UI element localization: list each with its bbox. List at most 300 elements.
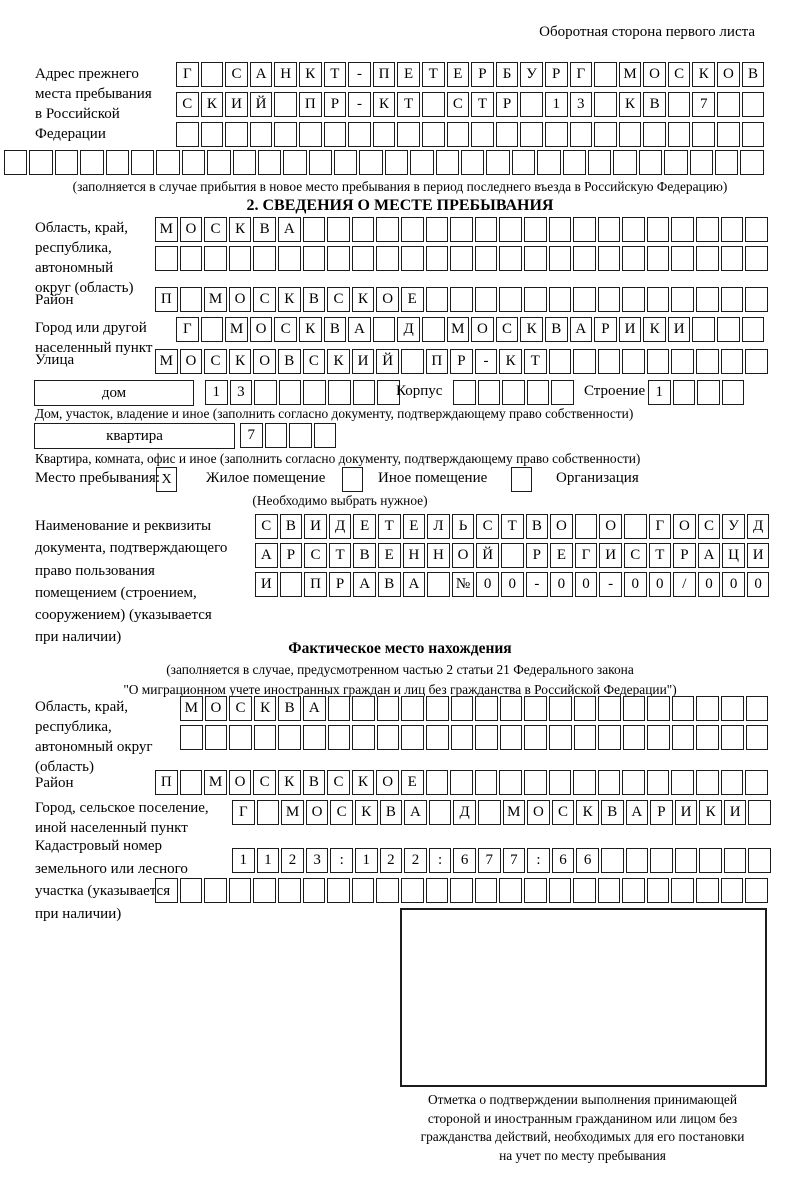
char-cell[interactable]: [155, 246, 178, 271]
char-cell[interactable]: С: [253, 287, 276, 312]
char-cell[interactable]: С: [255, 514, 278, 539]
char-cell[interactable]: [180, 725, 203, 750]
char-cell[interactable]: [303, 217, 326, 242]
char-cell[interactable]: [675, 848, 698, 873]
char-cell[interactable]: И: [724, 800, 747, 825]
char-cell[interactable]: [475, 878, 498, 903]
char-cell[interactable]: [671, 878, 694, 903]
char-cell[interactable]: В: [253, 217, 276, 242]
char-cell[interactable]: [647, 770, 670, 795]
char-cell[interactable]: [303, 878, 326, 903]
char-cell[interactable]: [80, 150, 103, 175]
char-cell[interactable]: М: [281, 800, 304, 825]
char-cell[interactable]: [353, 380, 376, 405]
char-cell[interactable]: К: [352, 287, 375, 312]
char-cell[interactable]: [352, 878, 375, 903]
char-cell[interactable]: [574, 725, 597, 750]
char-cell[interactable]: [647, 725, 670, 750]
char-cell[interactable]: [352, 725, 375, 750]
char-cell[interactable]: О: [253, 349, 276, 374]
char-cell[interactable]: В: [601, 800, 624, 825]
char-cell[interactable]: [647, 246, 670, 271]
char-cell[interactable]: Е: [353, 514, 376, 539]
char-cell[interactable]: [377, 725, 400, 750]
char-cell[interactable]: [201, 122, 224, 147]
char-cell[interactable]: [690, 150, 713, 175]
char-cell[interactable]: Н: [403, 543, 426, 568]
char-cell[interactable]: [499, 287, 522, 312]
char-cell[interactable]: [549, 287, 572, 312]
char-cell[interactable]: [450, 770, 473, 795]
char-cell[interactable]: Л: [427, 514, 450, 539]
char-cell[interactable]: [740, 150, 763, 175]
char-cell[interactable]: Т: [324, 62, 347, 87]
char-cell[interactable]: 1: [355, 848, 378, 873]
char-cell[interactable]: 3: [570, 92, 593, 117]
char-cell[interactable]: [426, 287, 449, 312]
char-cell[interactable]: Т: [378, 514, 401, 539]
char-cell[interactable]: [717, 122, 740, 147]
char-cell[interactable]: [573, 770, 596, 795]
char-cell[interactable]: [348, 122, 371, 147]
char-cell[interactable]: К: [373, 92, 396, 117]
char-cell[interactable]: П: [304, 572, 327, 597]
char-cell[interactable]: [624, 514, 647, 539]
stay-residential-checkbox[interactable]: X: [156, 467, 177, 492]
char-cell[interactable]: Й: [250, 92, 273, 117]
char-cell[interactable]: [696, 878, 719, 903]
char-cell[interactable]: И: [255, 572, 278, 597]
char-cell[interactable]: [724, 848, 747, 873]
char-cell[interactable]: [549, 349, 572, 374]
char-cell[interactable]: [573, 878, 596, 903]
char-cell[interactable]: 2: [380, 848, 403, 873]
char-cell[interactable]: Р: [545, 62, 568, 87]
char-cell[interactable]: [475, 246, 498, 271]
char-cell[interactable]: [303, 246, 326, 271]
char-cell[interactable]: [453, 380, 476, 405]
char-cell[interactable]: [278, 878, 301, 903]
char-cell[interactable]: В: [303, 287, 326, 312]
char-cell[interactable]: С: [476, 514, 499, 539]
char-cell[interactable]: [588, 150, 611, 175]
char-cell[interactable]: О: [229, 770, 252, 795]
char-cell[interactable]: Т: [649, 543, 672, 568]
char-cell[interactable]: [549, 696, 572, 721]
char-cell[interactable]: М: [155, 349, 178, 374]
char-cell[interactable]: [131, 150, 154, 175]
char-cell[interactable]: М: [204, 287, 227, 312]
char-cell[interactable]: С: [624, 543, 647, 568]
char-cell[interactable]: 0: [501, 572, 524, 597]
char-cell[interactable]: [401, 217, 424, 242]
char-cell[interactable]: Г: [232, 800, 255, 825]
char-cell[interactable]: Т: [524, 349, 547, 374]
char-cell[interactable]: Р: [450, 349, 473, 374]
char-cell[interactable]: С: [304, 543, 327, 568]
char-cell[interactable]: Т: [501, 514, 524, 539]
char-cell[interactable]: В: [643, 92, 666, 117]
char-cell[interactable]: [721, 349, 744, 374]
char-cell[interactable]: [447, 122, 470, 147]
char-cell[interactable]: А: [250, 62, 273, 87]
char-cell[interactable]: [422, 92, 445, 117]
char-cell[interactable]: Е: [397, 62, 420, 87]
char-cell[interactable]: [180, 878, 203, 903]
char-cell[interactable]: [299, 122, 322, 147]
char-cell[interactable]: 0: [624, 572, 647, 597]
char-cell[interactable]: В: [324, 317, 347, 342]
char-cell[interactable]: О: [180, 217, 203, 242]
char-cell[interactable]: [180, 770, 203, 795]
char-cell[interactable]: [696, 217, 719, 242]
char-cell[interactable]: О: [180, 349, 203, 374]
char-cell[interactable]: [715, 150, 738, 175]
char-cell[interactable]: -: [526, 572, 549, 597]
char-cell[interactable]: О: [471, 317, 494, 342]
char-cell[interactable]: [422, 317, 445, 342]
char-cell[interactable]: [451, 696, 474, 721]
char-cell[interactable]: [401, 246, 424, 271]
char-cell[interactable]: [524, 246, 547, 271]
char-cell[interactable]: В: [545, 317, 568, 342]
char-cell[interactable]: [549, 878, 572, 903]
char-cell[interactable]: [426, 246, 449, 271]
char-cell[interactable]: -: [348, 62, 371, 87]
char-cell[interactable]: [265, 423, 288, 448]
char-cell[interactable]: [721, 770, 744, 795]
char-cell[interactable]: [233, 150, 256, 175]
char-cell[interactable]: И: [352, 349, 375, 374]
char-cell[interactable]: [401, 878, 424, 903]
char-cell[interactable]: [499, 246, 522, 271]
char-cell[interactable]: [229, 725, 252, 750]
char-cell[interactable]: [475, 725, 498, 750]
char-cell[interactable]: С: [552, 800, 575, 825]
char-cell[interactable]: К: [201, 92, 224, 117]
char-cell[interactable]: Т: [422, 62, 445, 87]
char-cell[interactable]: [475, 287, 498, 312]
char-cell[interactable]: [204, 878, 227, 903]
char-cell[interactable]: Р: [673, 543, 696, 568]
char-cell[interactable]: [500, 696, 523, 721]
char-cell[interactable]: [501, 543, 524, 568]
char-cell[interactable]: [696, 287, 719, 312]
char-cell[interactable]: О: [376, 770, 399, 795]
char-cell[interactable]: :: [527, 848, 550, 873]
char-cell[interactable]: [598, 878, 621, 903]
char-cell[interactable]: [376, 217, 399, 242]
char-cell[interactable]: [647, 287, 670, 312]
char-cell[interactable]: [450, 217, 473, 242]
char-cell[interactable]: М: [503, 800, 526, 825]
char-cell[interactable]: [426, 696, 449, 721]
char-cell[interactable]: 3: [306, 848, 329, 873]
char-cell[interactable]: [696, 696, 719, 721]
char-cell[interactable]: [745, 770, 768, 795]
char-cell[interactable]: [499, 217, 522, 242]
char-cell[interactable]: [721, 878, 744, 903]
char-cell[interactable]: [573, 287, 596, 312]
char-cell[interactable]: С: [274, 317, 297, 342]
char-cell[interactable]: -: [599, 572, 622, 597]
char-cell[interactable]: С: [668, 62, 691, 87]
char-cell[interactable]: [697, 380, 720, 405]
stay-other-premises-checkbox[interactable]: [342, 467, 363, 492]
char-cell[interactable]: [156, 150, 179, 175]
char-cell[interactable]: [176, 122, 199, 147]
char-cell[interactable]: [274, 92, 297, 117]
char-cell[interactable]: [475, 696, 498, 721]
char-cell[interactable]: [527, 380, 550, 405]
char-cell[interactable]: [254, 380, 277, 405]
char-cell[interactable]: [436, 150, 459, 175]
char-cell[interactable]: -: [475, 349, 498, 374]
char-cell[interactable]: К: [692, 62, 715, 87]
char-cell[interactable]: [303, 725, 326, 750]
char-cell[interactable]: [745, 246, 768, 271]
char-cell[interactable]: [639, 150, 662, 175]
char-cell[interactable]: [155, 878, 178, 903]
char-cell[interactable]: 6: [552, 848, 575, 873]
char-cell[interactable]: [450, 878, 473, 903]
char-cell[interactable]: 7: [478, 848, 501, 873]
char-cell[interactable]: [207, 150, 230, 175]
char-cell[interactable]: В: [378, 572, 401, 597]
char-cell[interactable]: 2: [281, 848, 304, 873]
char-cell[interactable]: [327, 878, 350, 903]
char-cell[interactable]: Н: [274, 62, 297, 87]
char-cell[interactable]: [671, 287, 694, 312]
char-cell[interactable]: А: [278, 217, 301, 242]
char-cell[interactable]: [664, 150, 687, 175]
char-cell[interactable]: [328, 696, 351, 721]
char-cell[interactable]: [397, 122, 420, 147]
char-cell[interactable]: [229, 878, 252, 903]
char-cell[interactable]: :: [330, 848, 353, 873]
char-cell[interactable]: [573, 349, 596, 374]
char-cell[interactable]: [253, 878, 276, 903]
char-cell[interactable]: С: [176, 92, 199, 117]
char-cell[interactable]: [426, 770, 449, 795]
char-cell[interactable]: [745, 349, 768, 374]
char-cell[interactable]: [746, 696, 769, 721]
char-cell[interactable]: [745, 287, 768, 312]
char-cell[interactable]: С: [327, 770, 350, 795]
char-cell[interactable]: [551, 380, 574, 405]
char-cell[interactable]: К: [278, 770, 301, 795]
char-cell[interactable]: [668, 122, 691, 147]
char-cell[interactable]: [721, 246, 744, 271]
char-cell[interactable]: [201, 62, 224, 87]
char-cell[interactable]: [257, 800, 280, 825]
char-cell[interactable]: О: [376, 287, 399, 312]
char-cell[interactable]: [623, 725, 646, 750]
char-cell[interactable]: :: [429, 848, 452, 873]
char-cell[interactable]: [745, 217, 768, 242]
char-cell[interactable]: К: [619, 92, 642, 117]
char-cell[interactable]: 7: [503, 848, 526, 873]
char-cell[interactable]: [205, 725, 228, 750]
char-cell[interactable]: [29, 150, 52, 175]
char-cell[interactable]: [401, 349, 424, 374]
char-cell[interactable]: Р: [650, 800, 673, 825]
char-cell[interactable]: Е: [403, 514, 426, 539]
char-cell[interactable]: [352, 246, 375, 271]
char-cell[interactable]: А: [404, 800, 427, 825]
char-cell[interactable]: [373, 122, 396, 147]
char-cell[interactable]: [671, 246, 694, 271]
char-cell[interactable]: [647, 349, 670, 374]
char-cell[interactable]: 6: [453, 848, 476, 873]
char-cell[interactable]: [524, 287, 547, 312]
char-cell[interactable]: [643, 122, 666, 147]
char-cell[interactable]: Р: [324, 92, 347, 117]
char-cell[interactable]: [748, 848, 771, 873]
char-cell[interactable]: [647, 696, 670, 721]
char-cell[interactable]: [486, 150, 509, 175]
char-cell[interactable]: [623, 696, 646, 721]
char-cell[interactable]: А: [403, 572, 426, 597]
char-cell[interactable]: [524, 770, 547, 795]
char-cell[interactable]: [622, 287, 645, 312]
char-cell[interactable]: [598, 725, 621, 750]
char-cell[interactable]: [619, 122, 642, 147]
char-cell[interactable]: [520, 92, 543, 117]
char-cell[interactable]: [471, 122, 494, 147]
char-cell[interactable]: [598, 287, 621, 312]
char-cell[interactable]: 7: [240, 423, 263, 448]
char-cell[interactable]: [524, 878, 547, 903]
char-cell[interactable]: [426, 878, 449, 903]
char-cell[interactable]: [401, 696, 424, 721]
char-cell[interactable]: С: [225, 62, 248, 87]
char-cell[interactable]: [426, 725, 449, 750]
char-cell[interactable]: [721, 725, 744, 750]
char-cell[interactable]: [594, 92, 617, 117]
char-cell[interactable]: 0: [550, 572, 573, 597]
char-cell[interactable]: [520, 122, 543, 147]
char-cell[interactable]: А: [698, 543, 721, 568]
char-cell[interactable]: [225, 122, 248, 147]
char-cell[interactable]: [622, 349, 645, 374]
char-cell[interactable]: [258, 150, 281, 175]
char-cell[interactable]: С: [698, 514, 721, 539]
char-cell[interactable]: [545, 122, 568, 147]
char-cell[interactable]: Е: [401, 287, 424, 312]
char-cell[interactable]: [401, 725, 424, 750]
char-cell[interactable]: И: [225, 92, 248, 117]
char-cell[interactable]: [622, 217, 645, 242]
char-cell[interactable]: Н: [427, 543, 450, 568]
char-cell[interactable]: П: [426, 349, 449, 374]
char-cell[interactable]: 0: [575, 572, 598, 597]
char-cell[interactable]: [598, 696, 621, 721]
char-cell[interactable]: Р: [526, 543, 549, 568]
char-cell[interactable]: [274, 122, 297, 147]
char-cell[interactable]: [328, 380, 351, 405]
char-cell[interactable]: 2: [404, 848, 427, 873]
char-cell[interactable]: М: [204, 770, 227, 795]
char-cell[interactable]: С: [229, 696, 252, 721]
char-cell[interactable]: [4, 150, 27, 175]
char-cell[interactable]: Т: [397, 92, 420, 117]
char-cell[interactable]: К: [229, 349, 252, 374]
char-cell[interactable]: [672, 696, 695, 721]
char-cell[interactable]: [359, 150, 382, 175]
char-cell[interactable]: [376, 878, 399, 903]
char-cell[interactable]: И: [599, 543, 622, 568]
char-cell[interactable]: [422, 122, 445, 147]
char-cell[interactable]: Е: [401, 770, 424, 795]
char-cell[interactable]: 1: [232, 848, 255, 873]
char-cell[interactable]: Ь: [452, 514, 475, 539]
char-cell[interactable]: С: [496, 317, 519, 342]
char-cell[interactable]: К: [643, 317, 666, 342]
char-cell[interactable]: [499, 878, 522, 903]
char-cell[interactable]: Д: [397, 317, 420, 342]
char-cell[interactable]: [673, 380, 696, 405]
char-cell[interactable]: К: [355, 800, 378, 825]
char-cell[interactable]: /: [673, 572, 696, 597]
char-cell[interactable]: Д: [453, 800, 476, 825]
char-cell[interactable]: Ц: [722, 543, 745, 568]
char-cell[interactable]: -: [348, 92, 371, 117]
char-cell[interactable]: В: [380, 800, 403, 825]
char-cell[interactable]: [314, 423, 337, 448]
char-cell[interactable]: [574, 696, 597, 721]
char-cell[interactable]: И: [304, 514, 327, 539]
char-cell[interactable]: [373, 317, 396, 342]
char-cell[interactable]: Р: [280, 543, 303, 568]
char-cell[interactable]: [499, 770, 522, 795]
char-cell[interactable]: [647, 217, 670, 242]
char-cell[interactable]: М: [180, 696, 203, 721]
char-cell[interactable]: И: [668, 317, 691, 342]
char-cell[interactable]: А: [570, 317, 593, 342]
char-cell[interactable]: 0: [722, 572, 745, 597]
char-cell[interactable]: 0: [698, 572, 721, 597]
char-cell[interactable]: И: [675, 800, 698, 825]
char-cell[interactable]: И: [619, 317, 642, 342]
char-cell[interactable]: [626, 848, 649, 873]
char-cell[interactable]: П: [373, 62, 396, 87]
char-cell[interactable]: Й: [376, 349, 399, 374]
char-cell[interactable]: [229, 246, 252, 271]
char-cell[interactable]: [671, 770, 694, 795]
char-cell[interactable]: Р: [471, 62, 494, 87]
char-cell[interactable]: Б: [496, 62, 519, 87]
char-cell[interactable]: [475, 217, 498, 242]
char-cell[interactable]: [594, 122, 617, 147]
char-cell[interactable]: [524, 696, 547, 721]
char-cell[interactable]: [180, 287, 203, 312]
char-cell[interactable]: К: [327, 349, 350, 374]
char-cell[interactable]: [622, 246, 645, 271]
char-cell[interactable]: [672, 725, 695, 750]
char-cell[interactable]: [622, 770, 645, 795]
char-cell[interactable]: [721, 287, 744, 312]
char-cell[interactable]: П: [155, 770, 178, 795]
char-cell[interactable]: 0: [747, 572, 770, 597]
char-cell[interactable]: [250, 122, 273, 147]
char-cell[interactable]: [573, 246, 596, 271]
char-cell[interactable]: [327, 246, 350, 271]
char-cell[interactable]: Д: [329, 514, 352, 539]
char-cell[interactable]: Г: [176, 317, 199, 342]
char-cell[interactable]: [385, 150, 408, 175]
char-cell[interactable]: С: [303, 349, 326, 374]
